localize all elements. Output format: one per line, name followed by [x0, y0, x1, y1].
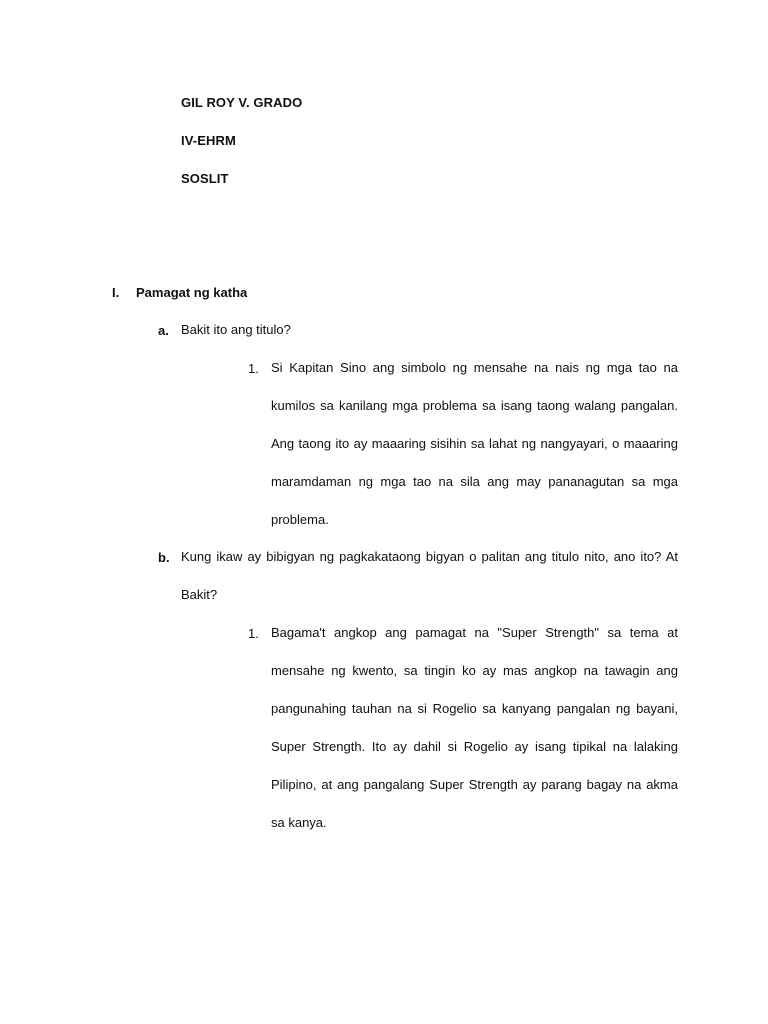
section-title: Pamagat ng katha	[136, 285, 248, 300]
section-number: I.	[112, 285, 120, 300]
answer-a-text: Si Kapitan Sino ang simbolo ng mensahe na nais ng mga tao na kumilos sa kanilang mga problema sa isang taong walang pangalan. Ang taong ito ay maaaring sisihin sa lahat ng nangyayari, o maaaring maramdaman ng mga tao na sila ang may pananagutan sa mga problema.	[271, 360, 678, 527]
answer-a-number: 1.	[248, 361, 259, 376]
class-section: IV-EHRM	[181, 133, 236, 148]
answer-b-number: 1.	[248, 626, 259, 641]
question-a: Bakit ito ang titulo?	[181, 322, 291, 337]
question-a-letter: a.	[158, 323, 169, 338]
question-b-letter: b.	[158, 550, 170, 565]
question-b: Kung ikaw ay bibigyan ng pagkakataong bigyan o palitan ang titulo nito, ano ito? At Bakit?	[181, 549, 678, 602]
subject-name: SOSLIT	[181, 171, 229, 186]
author-name: GIL ROY V. GRADO	[181, 95, 303, 110]
answer-b-text: Bagama't angkop ang pamagat na "Super Strength" sa tema at mensahe ng kwento, sa tingin ko ay mas angkop na tawagin ang pangunahing tauhan na si Rogelio sa kanyang pangalan ng bayani, Super Strength. Ito ay dahil si Rogelio ay isang tipikal na lalaking Pilipino, at ang pangalang Super Strength ay parang bagay na akma sa kanya.	[271, 625, 678, 830]
